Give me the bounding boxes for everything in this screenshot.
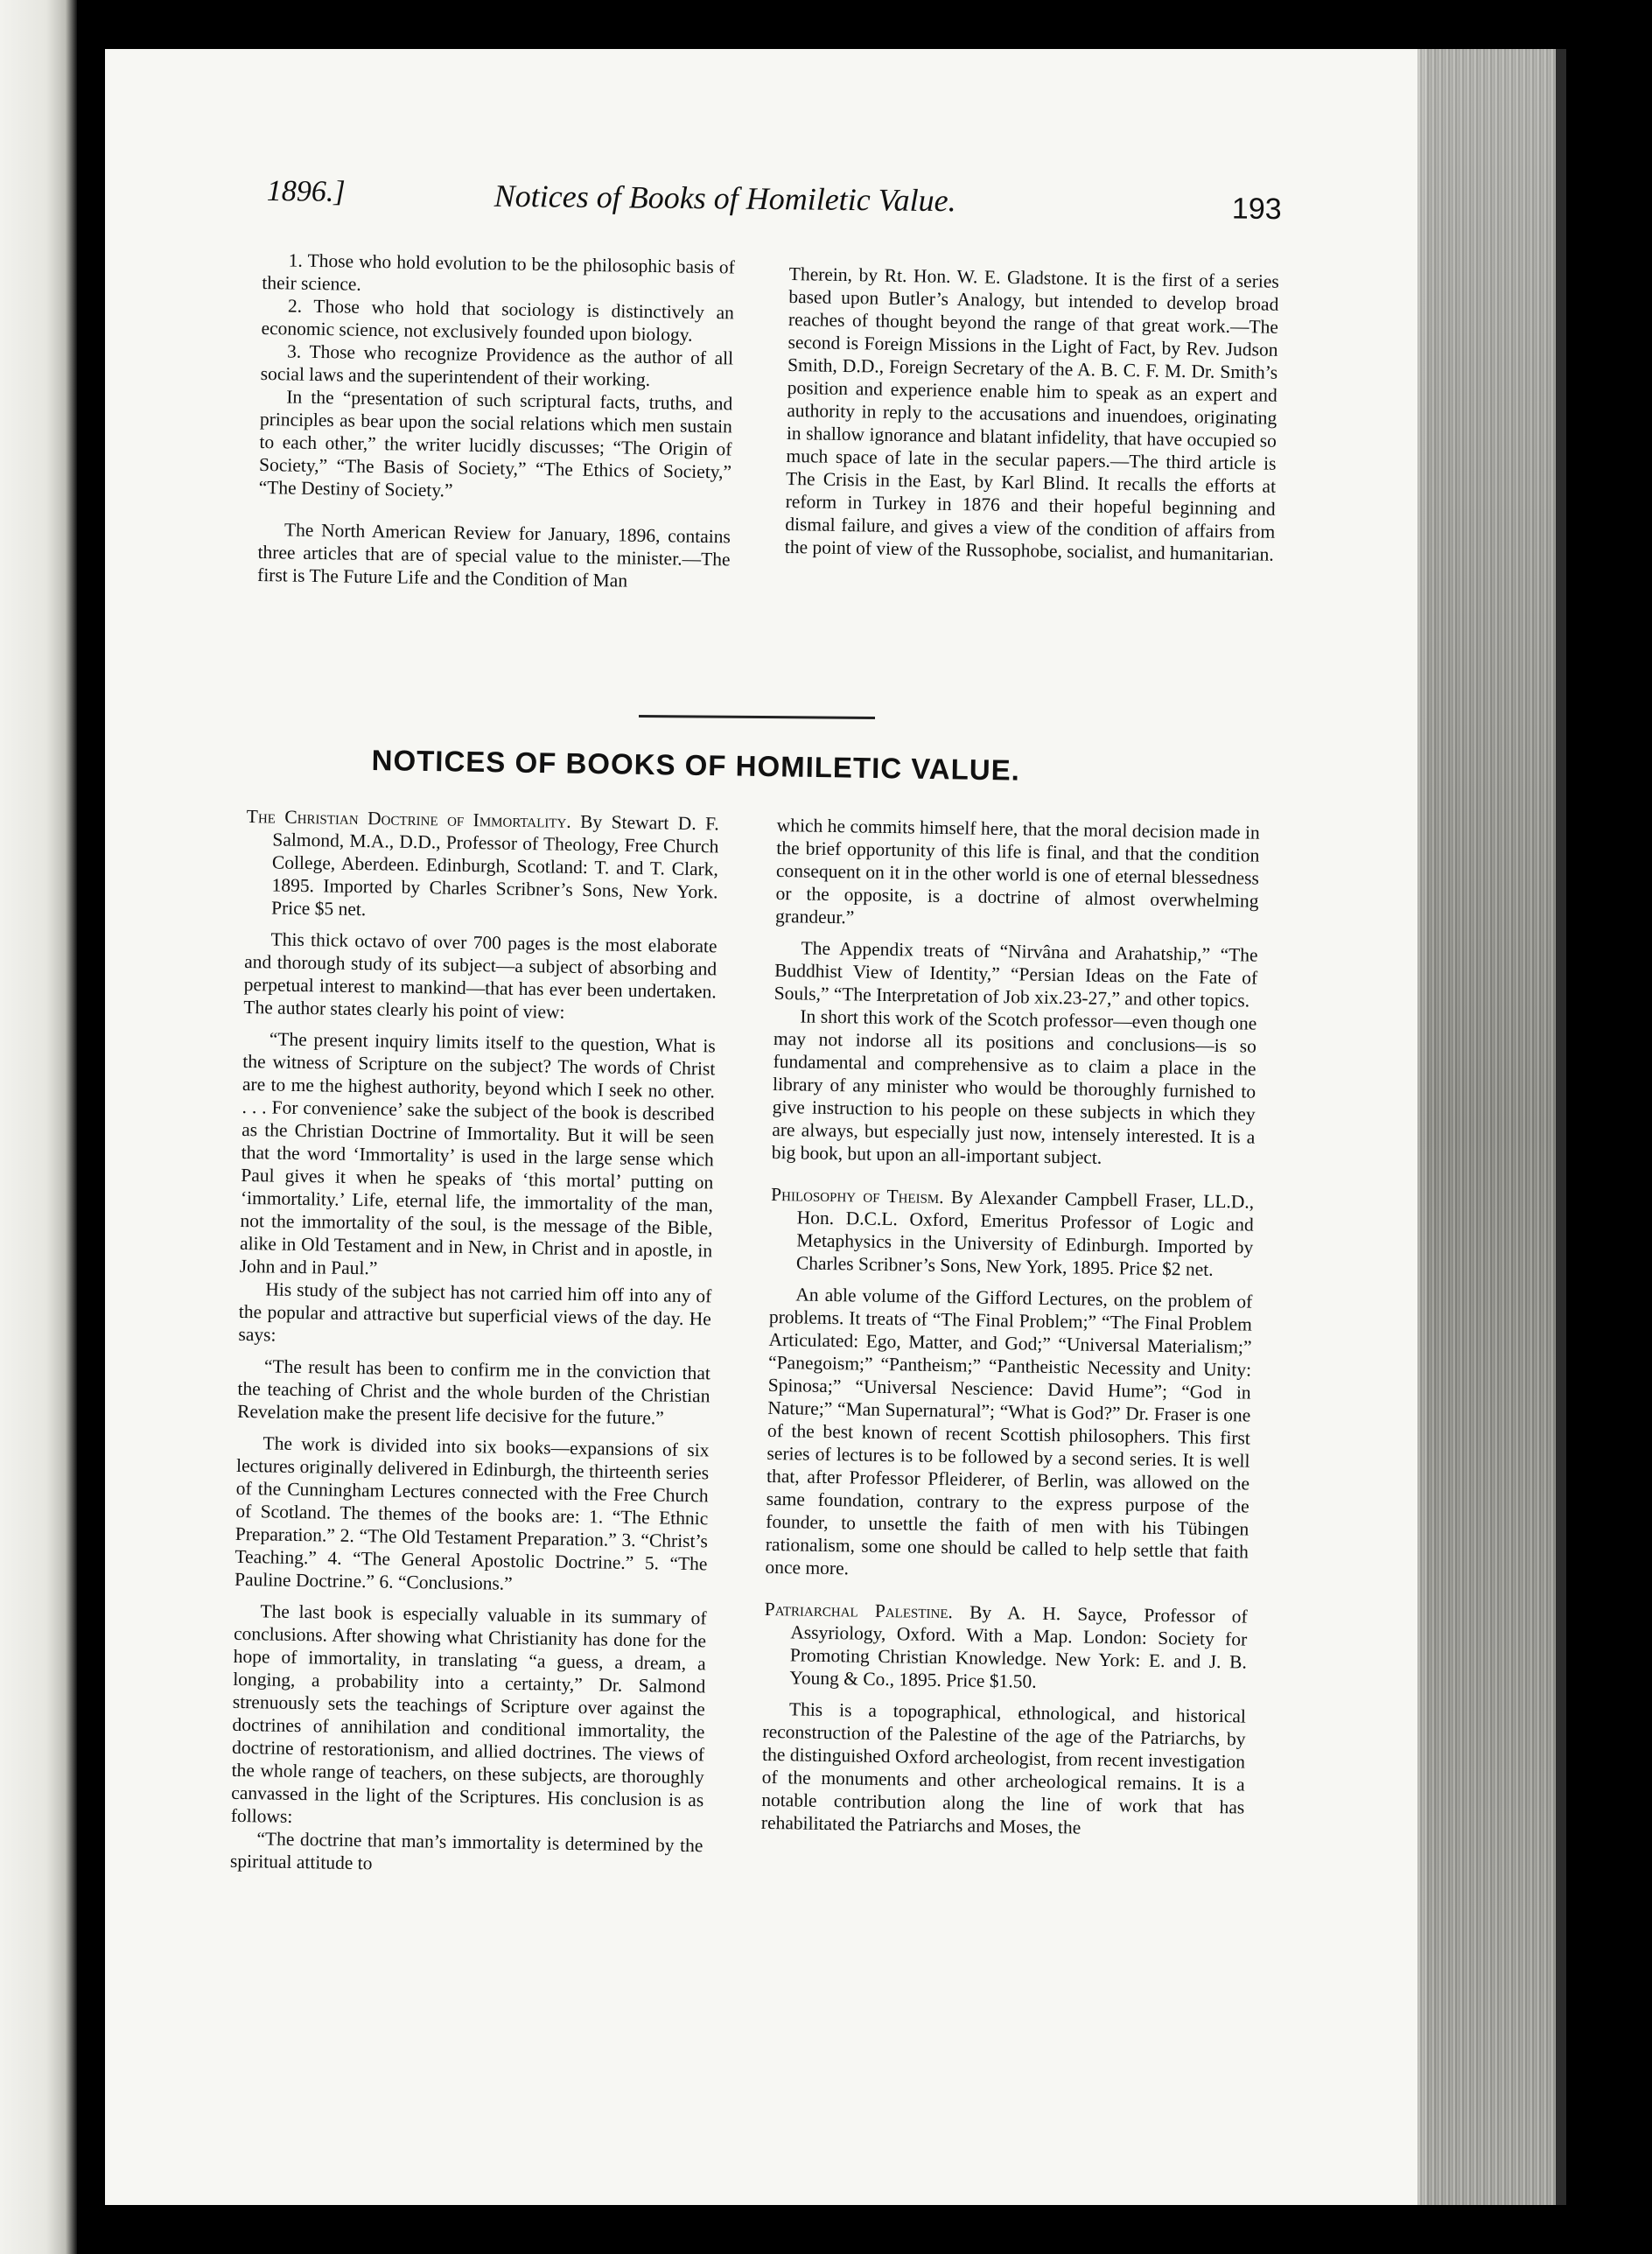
book-entry-heading: [770, 1183, 1255, 1282]
book-title: The Christian Doctrine of Immortality.: [246, 805, 571, 832]
running-head: [266, 175, 1282, 238]
book-entry-heading: [763, 1598, 1248, 1697]
upper-right-column: [785, 262, 1279, 566]
quotation: “The present inquiry limits itself to the question, What is the witness of Scripture on the subject? The words of Christ are to me the highest authority, beyond which I seek no other. . . . For convenience’ sake the subject of the book is described as the Christian Doctrine of Immortality. But it will be seen that the word ‘Immortality’ is used in the large sense which Paul gives it when he speaks of ‘this mortal’ putting on ‘immortality.’ Life, eternal life, the immortality of the man, not the immortality of the soul, is the message of the Bible, alike in Old Testament and in New, in Christ and in apostle, in John and in Paul.”: [239, 1028, 716, 1279]
book-details: By Alexander Campbell Fraser, LL.D., Hon. D.C.L. Oxford, Emeritus Professor of Logic and Metaphysics in the University of Edinburgh. Imported by Charles Scribner’s Sons, New York, 1895. Price $2 net.: [795, 1186, 1255, 1280]
paragraph: The last book is especially valuable in its summary of conclusions. After showing what Christianity has done for the hope of immortality, in translating “a guess, a dream, a longing, a probability into a certainty,” Dr. Salmond strenuously sets the teachings of Scripture over against the doctrines of annihilation and conditional immortality, the doctrine of restorationism, and allied doctrines. The views of the whole range of teachers, on these subjects, are thoroughly canvassed in the light of the Scriptures. His conclusion is as follows:: [230, 1600, 707, 1827]
book-details: By A. H. Sayce, Professor of Assyriology, Oxford. With a Map. London: Society for Promoting Christian Knowledge. New York: E. and J. B. Young & Co., 1895. Price $1.50.: [789, 1601, 1248, 1692]
running-head-year: 1896.]: [266, 175, 346, 208]
page-fold-shadow: [1556, 49, 1566, 2205]
paragraph: In short this work of the Scotch professor—even though one may not indorse all its positions and conclusions—is so fundamental and comprehensive as to claim a place in the library of any minister who would be thoroughly furnished to give instruction to his people on these subjects in which they are always, but especially just now, intensely interested. It is a big book, but upon an all-important subject.: [771, 1005, 1257, 1168]
paragraph: This thick octavo of over 700 pages is the most elaborate and thorough study of its subject—a subject of absorbing and perpetual interest to mankind—that has ever been undertaken. The author states clearly his point of view:: [243, 928, 718, 1023]
lower-left-column: [230, 805, 719, 1880]
paragraph: His study of the subject has not carried him off into any of the popular and attractive but superficial views of the day. He says:: [238, 1278, 712, 1346]
page-block-shade: [1418, 49, 1556, 2205]
paragraph: In the “presentation of such scriptural facts, truths, and principles as bear upon the social relations which men sustain to each other,” the writer lucidly discusses; “The Origin of Society,” “The Basis of Society,” “The Ethics of Society,” “The Destiny of Society.”: [258, 386, 733, 501]
paragraph: which he commits himself here, that the moral decision made in the brief opportunity of this life is final, and that the condition consequent on it in the other world is one of eternal blessedness or the opposite, is a doctrine of almost overwhelming grandeur.”: [774, 814, 1260, 928]
book-title: Patriarchal Palestine.: [764, 1598, 954, 1623]
section-title: NOTICES OF BOOKS OF HOMILETIC VALUE.: [371, 744, 1021, 787]
paragraph: The North American Review for January, 1896, contains three articles that are of special value to the minister.—The first is The Future Life and the Condition of Man: [256, 519, 732, 592]
book-entry-heading: [245, 805, 719, 926]
book-title: Philosophy of Theism.: [770, 1183, 944, 1208]
paragraph: This is a topographical, ethnological, and historical reconstruction of the Palestine of the age of the Patriarchs, by the distinguished Oxford archeologist, from recent investigation of the monuments and other archeological remains. It is a notable contribution along the line of work that has rehabilitated the Patriarchs and Moses, the: [760, 1698, 1247, 1838]
quotation: “The doctrine that man’s immortality is determined by the spiritual attitude to: [229, 1828, 704, 1874]
paragraph: An able volume of the Gifford Lectures, on the problem of problems. It treats of “The Final Problem;” “The Final Problem Articulated: Ego, Matter, and God;” “Universal Materialism;” “Panegoism;” “Pantheism;” “Pantheistic Necessity and Unity: Spinosa;” “Universal Nescience: David Hume”; “God in Nature;” “Man Supernatural”; “What is God?” Dr. Fraser is one of the best known of recent Scottish philosophers. This first series of lectures is to be followed by a second series. It is well that, after Professor Pfleiderer, of Berlin, was allowed on the same foundation, contrary to the express purpose of the founder, to unsettle the faith of men with his Tübingen rationalism, some one should be called to help settle that faith once more.: [765, 1284, 1253, 1579]
paragraph: 3. Those who recognize Providence as the author of all social laws and the superintendent of their working.: [260, 340, 734, 390]
page-number: 193: [1231, 192, 1282, 227]
paragraph: 2. Those who hold that sociology is distinctively an economic science, not exclusively founded upon biology.: [261, 295, 735, 346]
left-page-edge: [0, 0, 77, 2254]
lower-right-column: [761, 814, 1260, 1842]
paragraph: 1. Those who hold evolution to be the philosophic basis of their science.: [262, 249, 735, 295]
paragraph: The work is divided into six books—expansions of six lectures originally delivered in Edinburgh, the thirteenth series of the Cunningham Lectures connected with the Free Church of Scotland. The themes of the books are: 1. “The Ethnic Preparation.” 2. “The Old Testament Preparation.” 3. “Christ’s Teaching.” 4. “The General Apostolic Doctrine.” 5. “The Pauline Doctrine.” 6. “Conclusions.”: [234, 1432, 710, 1594]
paragraph: Therein, by Rt. Hon. W. E. Gladstone. It is the first of a series based upon Butler’s Analogy, but intended to develop broad reaches of thought beyond the range of that great work.—The second is Foreign Missions in the Light of Fact, by Rev. Judson Smith, D.D., Foreign Secretary of the A. B. C. F. M. Dr. Smith’s position and experience enable him to speak as an expert and authority in reply to the accusations and inuendoes, originating in shallow ignorance and blatant infidelity, that have occupied so much space of late in the secular papers.—The third article is The Crisis in the East, by Karl Blind. It recalls the efforts at reform in Turkey in 1876 and their hopeful beginning and dismal failure, and gives a view of the condition of affairs from the point of view of the Russophobe, socialist, and humanitarian.: [784, 262, 1279, 565]
upper-left-column: [257, 248, 735, 593]
paragraph: The Appendix treats of “Nirvâna and Arahatship,” “The Buddhist View of Identity,” “Persian Ideas on the Fate of Souls,” “The Interpretation of Job xix.23-27,” and other topics.: [774, 937, 1258, 1012]
book-details: By Stewart D. F. Salmond, M.A., D.D., Professor of Theology, Free Church College, Aberdeen. Edinburgh, Scotland: T. and T. Clark, 1895. Imported by Charles Scribner’s Sons, New York. Price $5 net.: [270, 810, 719, 920]
quotation: “The result has been to confirm me in the conviction that the teaching of Christ and the whole burden of the Christian Revelation make the present life decisive for the future.”: [236, 1355, 711, 1429]
running-head-title: Notices of Books of Homiletic Value.: [494, 178, 956, 219]
